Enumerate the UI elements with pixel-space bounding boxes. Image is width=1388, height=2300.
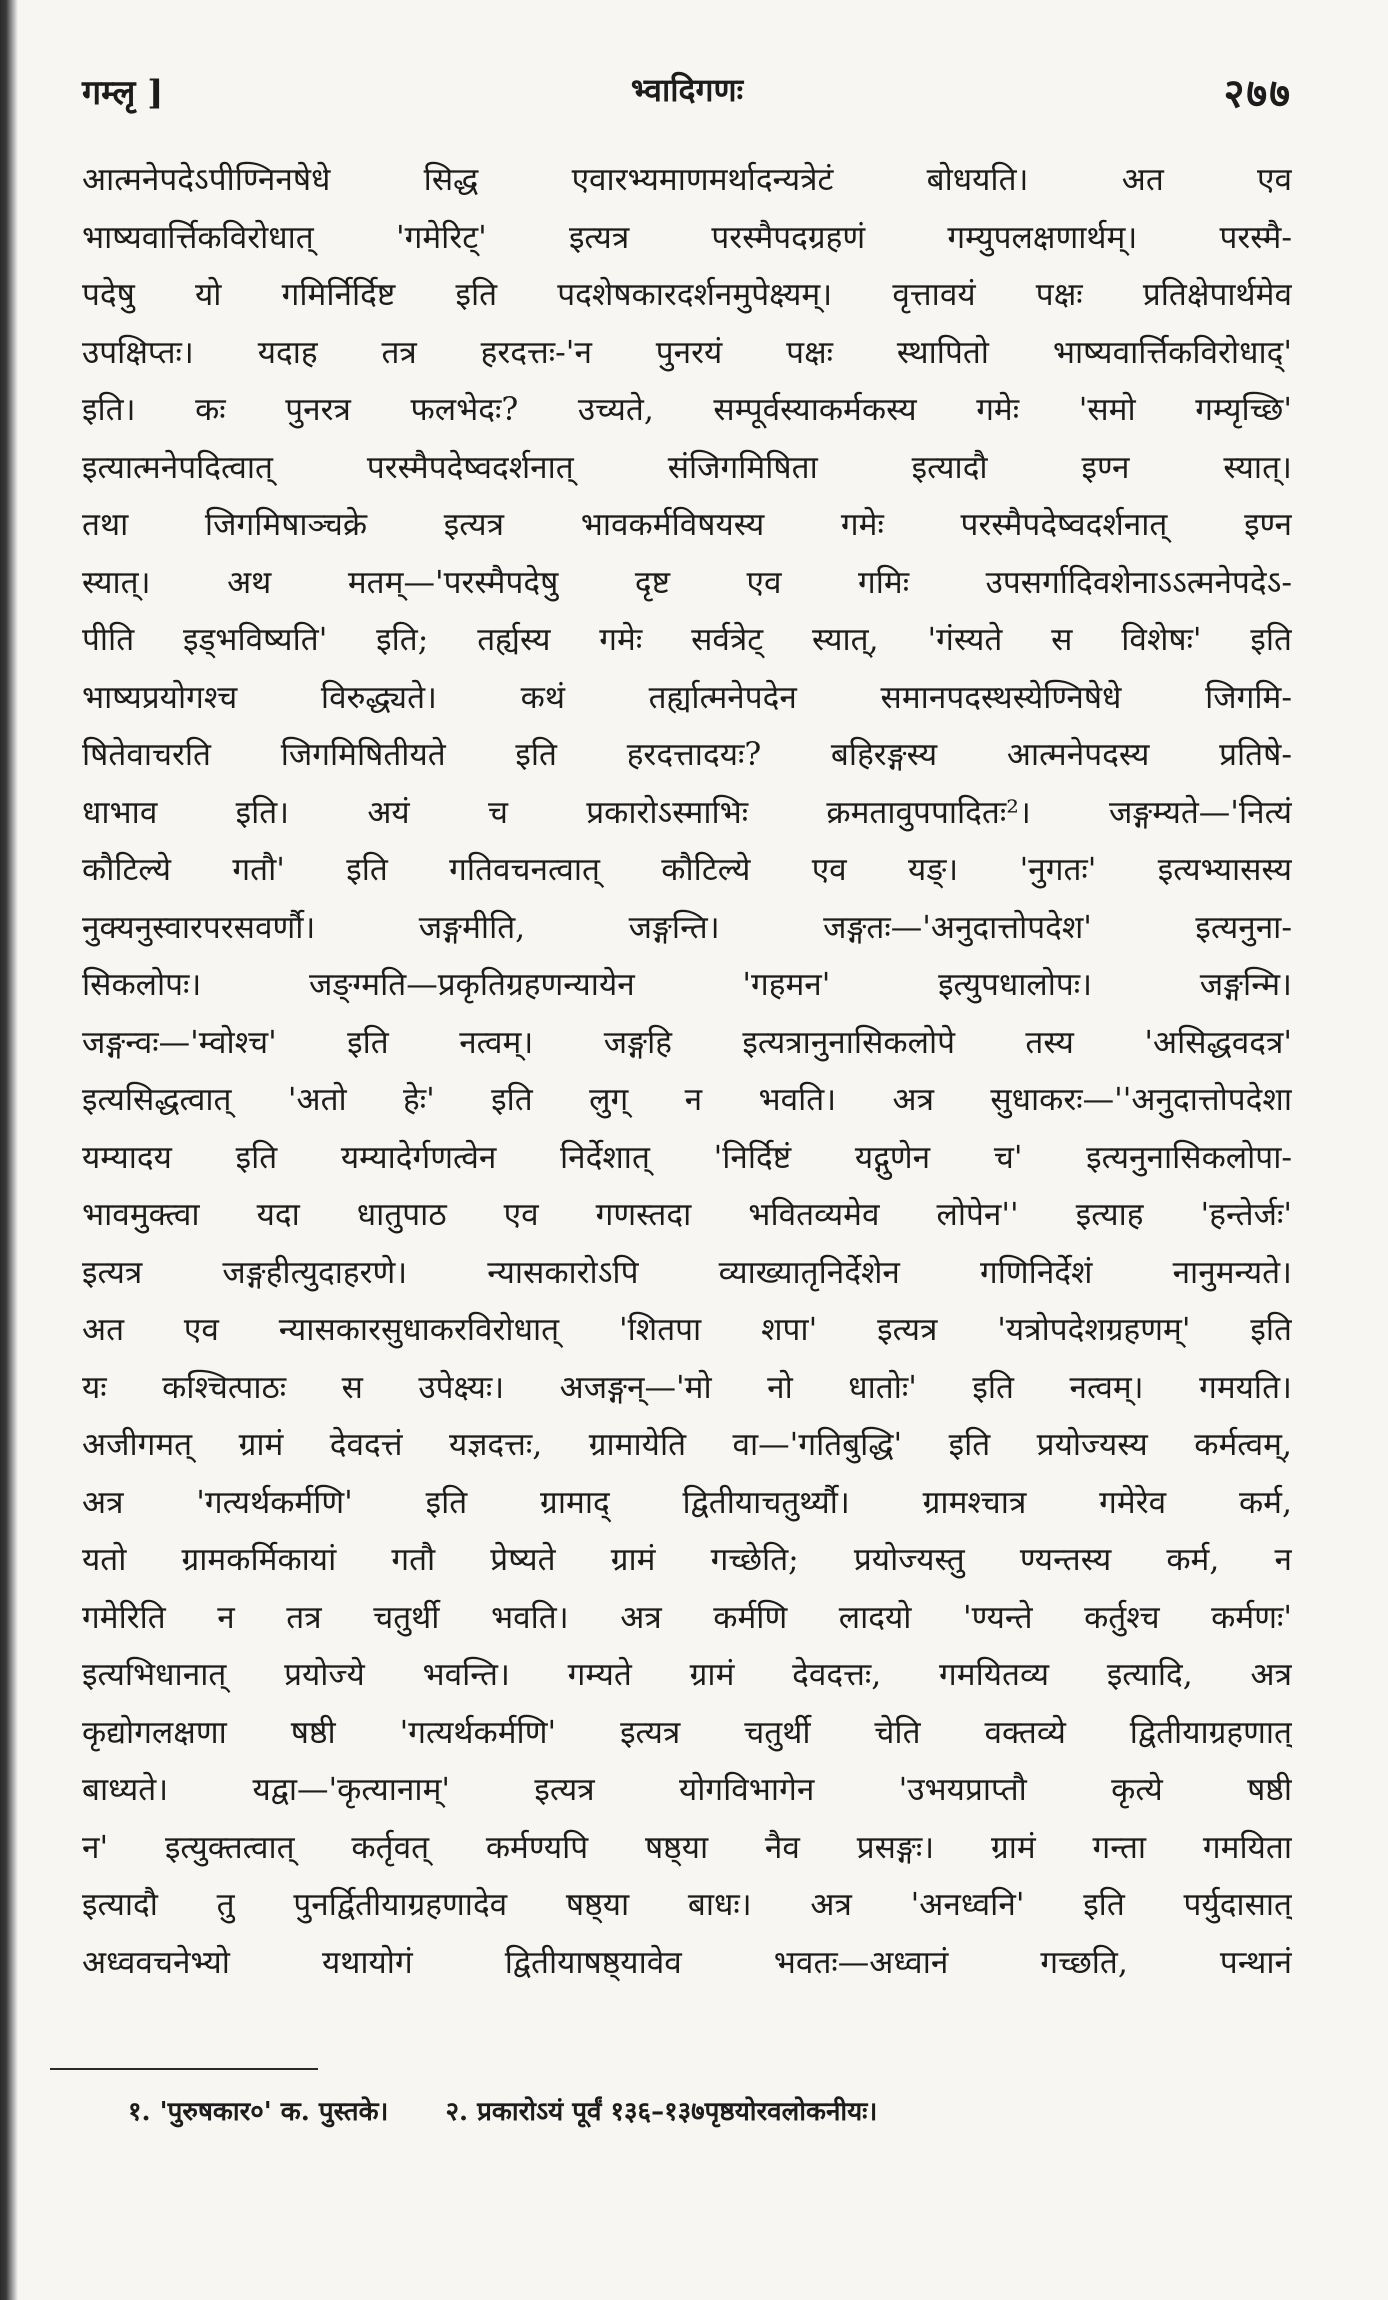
header-running-title: भ्वादिगणः (630, 71, 744, 109)
text-line: अध्ववचनेभ्यो यथायोगं द्वितीयाषष्ठ्यावेव भवतः—अध्वानं गच्छति, पन्थानं (82, 1944, 1292, 1981)
footnote-2: २. प्रकारोऽयं पूर्वं १३६–१३७पृष्ठयोरवलोकनीयः। (445, 2097, 878, 2127)
text-line: भाष्यप्रयोगश्च विरुद्ध्यते। कथं तर्ह्यात्मनेपदेन समानपदस्थस्येण्निषेधे जिगमि- (82, 679, 1292, 716)
text-line: गमेरिति न तत्र चतुर्थी भवति। अत्र कर्मणि लादयो 'ण्यन्ते कर्तुश्च कर्मणः' (82, 1599, 1292, 1636)
text-line: सिकलोपः। जङ्ग्मति—प्रकृतिग्रहणन्यायेन 'गहमन' इत्युपधालोपः। जङ्गन्मि। (82, 967, 1292, 1003)
footnote-1: १. 'पुरुषकार०' क. पुस्तके। (128, 2097, 389, 2127)
header-section-label: गम्लृ ] (82, 73, 164, 113)
text-line: इत्यभिधानात् प्रयोज्ये भवन्ति। गम्यते ग्रामं देवदत्तः, गमयितव्य इत्यादि, अत्र (82, 1657, 1292, 1693)
page-number: २७७ (1223, 70, 1292, 117)
text-line: धाभाव इति। अयं च प्रकारोऽस्माभिः क्रमतावुपपादितः²। जङ्गम्यते—'नित्यं (82, 794, 1292, 831)
text-line: इति। कः पुनरत्र फलभेदः? उच्यते, सम्पूर्वस्याकर्मकस्य गमेः 'समो गम्यृच्छि' (82, 392, 1292, 428)
text-line: जङ्गन्वः—'म्वोश्च' इति नत्वम्। जङ्गहि इत्यत्रानुनासिकलोपे तस्य 'असिद्धवदत्र' (82, 1024, 1292, 1061)
text-line: आत्मनेपदेऽपीण्निनषेधे सिद्ध एवारभ्यमाणमर्थादन्यत्रेटं बोधयति। अत एव (82, 162, 1292, 198)
text-line: बाध्यते। यद्वा—'कृत्यानाम्' इत्यत्र योगविभागेन 'उभयप्राप्तौ कृत्ये षष्ठी (82, 1772, 1292, 1808)
text-line: न' इत्युक्तत्वात् कर्तृवत् कर्मण्यपि षष्ठ्या नैव प्रसङ्गः। ग्रामं गन्ता गमयिता (82, 1829, 1292, 1866)
text-line: अजीगमत् ग्रामं देवदत्तं यज्ञदत्तः, ग्रामायेति वा—'गतिबुद्धि' इति प्रयोज्यस्य कर्मत्वम्, (82, 1427, 1292, 1463)
text-line: भावमुक्त्वा यदा धातुपाठ एव गणस्तदा भवितव्यमेव लोपेन'' इत्याह 'हन्तेर्जः' (82, 1197, 1292, 1233)
footnote-divider (50, 2068, 318, 2070)
text-line: इत्यादौ तु पुनर्द्वितीयाग्रहणादेव षष्ठ्या बाधः। अत्र 'अनध्वनि' इति पर्युदासात् (82, 1887, 1292, 1923)
footnotes (128, 2092, 1288, 2128)
text-line: षितेवाचरति जिगमिषितीयते इति हरदत्तादयः? बहिरङ्गस्य आत्मनेपदस्य प्रतिषे- (82, 737, 1292, 773)
text-line: नुक्यनुस्वारपरसवर्णौ। जङ्गमीति, जङ्गन्ति। जङ्गतः—'अनुदात्तोपदेश' इत्यनुना- (82, 909, 1292, 946)
page-binding-edge (0, 0, 18, 2300)
text-line: कृद्योगलक्षणा षष्ठी 'गत्यर्थकर्मणि' इत्यत्र चतुर्थी चेति वक्तव्ये द्वितीयाग्रहणात् (82, 1714, 1292, 1751)
text-line: स्यात्। अथ मतम्—'परस्मैपदेषु दृष्ट एव गमिः उपसर्गादिवशेनाऽऽत्मनेपदेऽ- (82, 564, 1292, 601)
page-header (82, 60, 1292, 120)
text-line: कौटिल्ये गतौ' इति गतिवचनत्वात् कौटिल्ये एव यङ्। 'नुगतः' इत्यभ्यासस्य (82, 852, 1292, 888)
text-line: पदेषु यो गमिर्निर्दिष्ट इति पदशेषकारदर्शनमुपेक्ष्यम्। वृत्तावयं पक्षः प्रतिक्षेपार्थमेव (82, 277, 1292, 313)
text-line: यम्यादय इति यम्यादेर्गणत्वेन निर्देशात् 'निर्दिष्टं यद्गुणेन च' इत्यनुनासिकलोपा- (82, 1139, 1292, 1176)
text-line: इत्यात्मनेपदित्वात् परस्मैपदेष्वदर्शनात् संजिगमिषिता इत्यादौ इण्न स्यात्। (82, 449, 1292, 486)
text-line: यः कश्चित्पाठः स उपेक्ष्यः। अजङ्गन्—'मो नो धातोः' इति नत्वम्। गमयति। (82, 1369, 1292, 1406)
text-line: अत एव न्यासकारसुधाकरविरोधात् 'शितपा शपा' इत्यत्र 'यत्रोपदेशग्रहणम्' इति (82, 1312, 1292, 1348)
text-line: उपक्षिप्तः। यदाह तत्र हरदत्तः-'न पुनरयं पक्षः स्थापितो भाष्यवार्त्तिकविरोधाद्' (82, 334, 1292, 371)
text-line: पीति इड्भविष्यति' इति; तर्ह्यस्य गमेः सर्वत्रेट् स्यात्, 'गंस्यते स विशेषः' इति (82, 622, 1292, 658)
text-line: इत्यत्र जङ्गहीत्युदाहरणे। न्यासकारोऽपि व्याख्यातृनिर्देशेन गणिनिर्देशं नानुमन्यते। (82, 1254, 1292, 1291)
text-line: भाष्यवार्त्तिकविरोधात् 'गमेरिट्' इत्यत्र परस्मैपदग्रहणं गम्युपलक्षणार्थम्। परस्मै- (82, 219, 1292, 256)
text-line: यतो ग्रामकर्मिकायां गतौ प्रेष्यते ग्रामं गच्छेति; प्रयोज्यस्तु ण्यन्तस्य कर्म, न (82, 1542, 1292, 1578)
text-line: इत्यसिद्धत्वात् 'अतो हेः' इति लुग् न भवति। अत्र सुधाकरः—''अनुदात्तोपदेशा (82, 1082, 1292, 1118)
main-text-block (82, 152, 1292, 1992)
text-line: तथा जिगमिषाञ्चक्रे इत्यत्र भावकर्मविषयस्य गमेः परस्मैपदेष्वदर्शनात् इण्न (82, 507, 1292, 543)
text-line: अत्र 'गत्यर्थकर्मणि' इति ग्रामाद् द्वितीयाचतुर्थ्यौ। ग्रामश्चात्र गमेरेव कर्म, (82, 1484, 1292, 1521)
